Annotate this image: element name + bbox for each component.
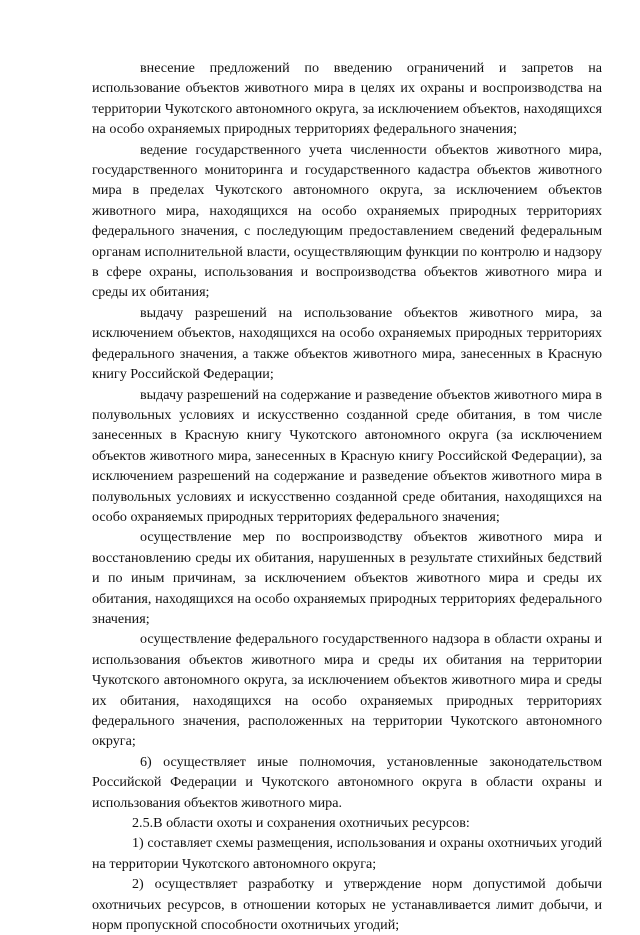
paragraph: осуществление федерального государственного надзора в области охраны и использования объектов животного мира и среды их обитания на территории Чукотского автономного округа, за исключением объектов животного мира и среды их обитания, находящихся на особо охраняемых природных территориях федерального значения, расположенных на территории Чукотского автономного округа;	[92, 631, 602, 750]
document-page	[92, 58, 602, 935]
paragraph: 6) осуществляет иные полномочия, установленные законодательством Российской Федерации и Чукотского автономного округа в области охраны и использования объектов животного мира.	[92, 753, 602, 811]
paragraph: осуществление мер по воспроизводству объектов животного мира и восстановлению среды их обитания, нарушенных в результате стихийных бедствий и по иным причинам, за исключением объектов животного мира и среды их обитания, находящихся на особо охраняемых природных территориях федерального значения;	[92, 529, 602, 627]
paragraph: 2) осуществляет разработку и утверждение норм допустимой добычи охотничьих ресурсов, в отношении которых не устанавливается лимит добычи, и норм пропускной способности охотничьих угодий;	[92, 876, 602, 934]
section-heading: 2.5.В области охоты и сохранения охотничьих ресурсов:	[132, 815, 470, 832]
paragraph: выдачу разрешений на использование объектов животного мира, за исключением объектов, находящихся на особо охраняемых природных территориях федерального значения, а также объектов животного мира, занесенных в Красную книгу Российской Федерации;	[92, 304, 602, 383]
paragraph: внесение предложений по введению ограничений и запретов на использование объектов животного мира в целях их охраны и воспроизводства на территории Чукотского автономного округа, за исключением объектов, находящихся на особо охраняемых природных территориях федерального значения;	[92, 60, 602, 138]
paragraph: 1) составляет схемы размещения, использования и охраны охотничьих угодий на территории Чукотского автономного округа;	[92, 835, 602, 872]
paragraph: ведение государственного учета численности объектов животного мира, государственного мониторинга и государственного кадастра объектов животного мира в пределах Чукотского автономного округа, за исключением объектов животного мира, находящихся на особо охраняемых природных территориях федерального значения, с последующим предоставлением сведений федеральным органам исполнительной власти, осуществляющим функции по контролю и надзору в сфере охраны, использования и воспроизводства объектов животного мира и среды их обитания;	[92, 141, 602, 301]
paragraph: выдачу разрешений на содержание и разведение объектов животного мира в полувольных условиях и искусственно созданной среде обитания, в том числе занесенных в Красную книгу Чукотского автономного округа (за исключением объектов животного мира, занесенных в Красную книгу Российской Федерации), за исключением разрешений на содержание и разведение объектов животного мира в полувольных условиях и искусственно созданной среде обитания, находящихся на особо охраняемых природных территориях федерального значения;	[92, 386, 602, 525]
